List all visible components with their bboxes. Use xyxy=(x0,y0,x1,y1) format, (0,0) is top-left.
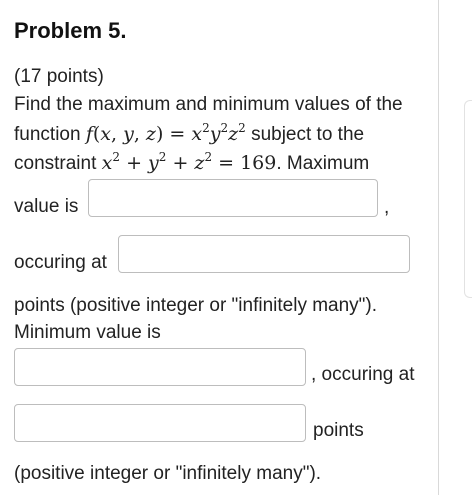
points-label: (17 points) xyxy=(14,66,104,87)
problem-title: Problem 5. xyxy=(14,18,127,43)
problem-line-3 xyxy=(14,151,369,176)
min-value-input[interactable] xyxy=(14,348,306,386)
constraint-formula: $x^2 + y^2 + z^2 = 169$ xyxy=(101,150,277,174)
max-points-input[interactable] xyxy=(118,235,410,273)
points-hint-2: (positive integer or "infinitely many"). xyxy=(14,463,322,484)
minimum-value-label: Minimum value is xyxy=(14,322,161,343)
comma: , xyxy=(384,197,390,218)
problem-line-2 xyxy=(14,122,364,147)
function-word: function xyxy=(14,124,81,145)
occuring-at-label-2: , occuring at xyxy=(311,364,415,385)
constraint-word: constraint xyxy=(14,153,97,174)
points-hint-1: points (positive integer or "infinitely many"). xyxy=(14,295,378,316)
maximum-word: . Maximum xyxy=(276,153,370,174)
scrollbar[interactable] xyxy=(464,100,472,298)
problem-line-1: Find the maximum and minimum values of the xyxy=(14,94,403,115)
value-is-label: value is xyxy=(14,196,79,217)
max-value-input[interactable] xyxy=(88,179,378,217)
min-points-input[interactable] xyxy=(14,404,306,442)
points-word: points xyxy=(313,420,364,441)
occuring-at-label: occuring at xyxy=(14,252,107,273)
constraint-value: 169 xyxy=(240,152,277,174)
subject-to-text: subject to the xyxy=(251,124,365,145)
function-formula: f(x, y, $z) = x^2y^2z^2$ xyxy=(85,121,246,145)
